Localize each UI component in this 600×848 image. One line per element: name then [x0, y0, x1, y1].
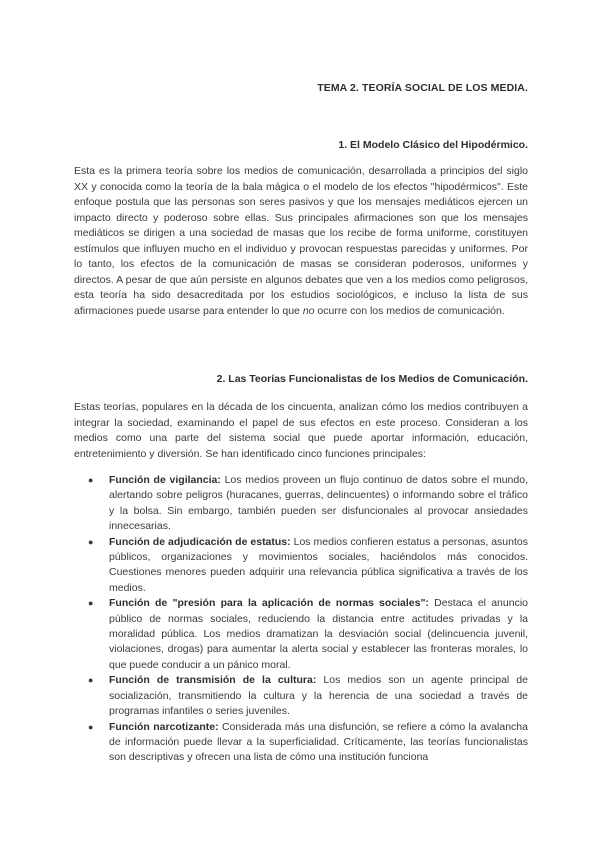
function-label: Función de vigilancia: — [109, 474, 221, 486]
list-item — [74, 535, 528, 597]
function-label: Función narcotizante: — [109, 720, 219, 733]
function-label: Función de transmisión de la cultura: — [109, 674, 317, 687]
function-text: Los medios son un agente principal de socialización, transmitiendo la cultura y la herencia de una sociedad a través de programas infantiles o series juveniles. — [109, 674, 528, 718]
bullet-icon: ● — [88, 598, 94, 609]
bullet-icon: ● — [88, 536, 94, 547]
section1-heading: 1. El Modelo Clásico del Hipodérmico. — [338, 139, 528, 151]
section2-heading: 2. Las Teorías Funcionalistas de los Medios de Comunicación. — [216, 373, 528, 385]
document-title: TEMA 2. TEORÍA SOCIAL DE LOS MEDIA. — [317, 82, 528, 94]
section1-paragraph-text-a: Esta es la primera teoría sobre los medios de comunicación, desarrollada a principios del siglo XX y conocida como la teoría de la bala mágica o el modelo de los efectos "hipodérmicos". Este enfoque postula que las personas son seres pasivos y que los mensajes mediáticos ejercen un impacto directo y poderoso sobre ellas. Sus principales afirmaciones son que los mensajes mediáticos se dirigen a una sociedad de masas que los recibe de forma uniforme, constituyen estímulos que influyen mucho en el individuo y provocan respuestas parecidas y uniformes. Por lo tanto, los efectos de la comunicación de masas se consideran poderosos, uniformes y directos. A pesar de que aún persiste en algunos debates que ven a los medios como peligrosos, esta teoría ha sido desacreditada por los estudios sociológicos, e incluso la lista de sus afirmaciones puede usarse para entender lo que — [74, 165, 528, 317]
list-item — [74, 720, 528, 766]
function-text: Los medios confieren estatus a personas, asuntos públicos, organizaciones y movimientos sociales, haciéndolos más conocidos. Cuestiones menores pueden adquirir una relevancia pública significativa a través de los medios. — [109, 535, 528, 594]
bullet-icon: ● — [88, 475, 94, 485]
functions-list — [74, 473, 528, 766]
function-text: Los medios proveen un flujo continuo de datos sobre el mundo, alertando sobre peligros (huracanes, guerras, delincuentes) o informando sobre el tráfico y la bolsa. Sin embargo, también pueden ser disfuncionales al provocar ansiedades innecesarias. — [109, 474, 528, 533]
section2-paragraph: Estas teorías, populares en la década de los cincuenta, analizan cómo los medios contribuyen a integrar la sociedad, examinando el papel de sus efectos en este proceso. Consideran a los medios como una parte del sistema social que puede aportar información, educación, entretenimiento y diversión. Se han identificado cinco funciones principales: — [74, 401, 528, 460]
section1-paragraph-text-b: ocurre con los medios de comunicación. — [314, 304, 505, 317]
function-label: Función de adjudicación de estatus: — [109, 535, 291, 548]
list-item — [74, 673, 528, 719]
section1-paragraph — [74, 164, 528, 319]
list-item — [74, 473, 528, 535]
section1-paragraph-emphasis: no — [302, 304, 315, 317]
function-text: Destaca el anuncio público de normas sociales, reduciendo la distancia entre actitudes privadas y la moralidad pública. Los medios dramatizan la desviación social (delincuencia juvenil, violaciones, drogas) para aumentar la alerta social y establecer las fronteras morales, lo que puede conducir a un pánico moral. — [109, 597, 528, 671]
list-item — [74, 596, 528, 673]
function-label: Función de "presión para la aplicación de normas sociales": — [109, 597, 429, 610]
bullet-icon: ● — [88, 675, 94, 686]
bullet-icon: ● — [88, 721, 94, 732]
function-text: Considerada más una disfunción, se refiere a cómo la avalancha de información puede llevar a la superficialidad. Críticamente, las teorías funcionalistas son descriptivas y ofrecen una lista de cómo una institución funciona — [109, 720, 528, 764]
